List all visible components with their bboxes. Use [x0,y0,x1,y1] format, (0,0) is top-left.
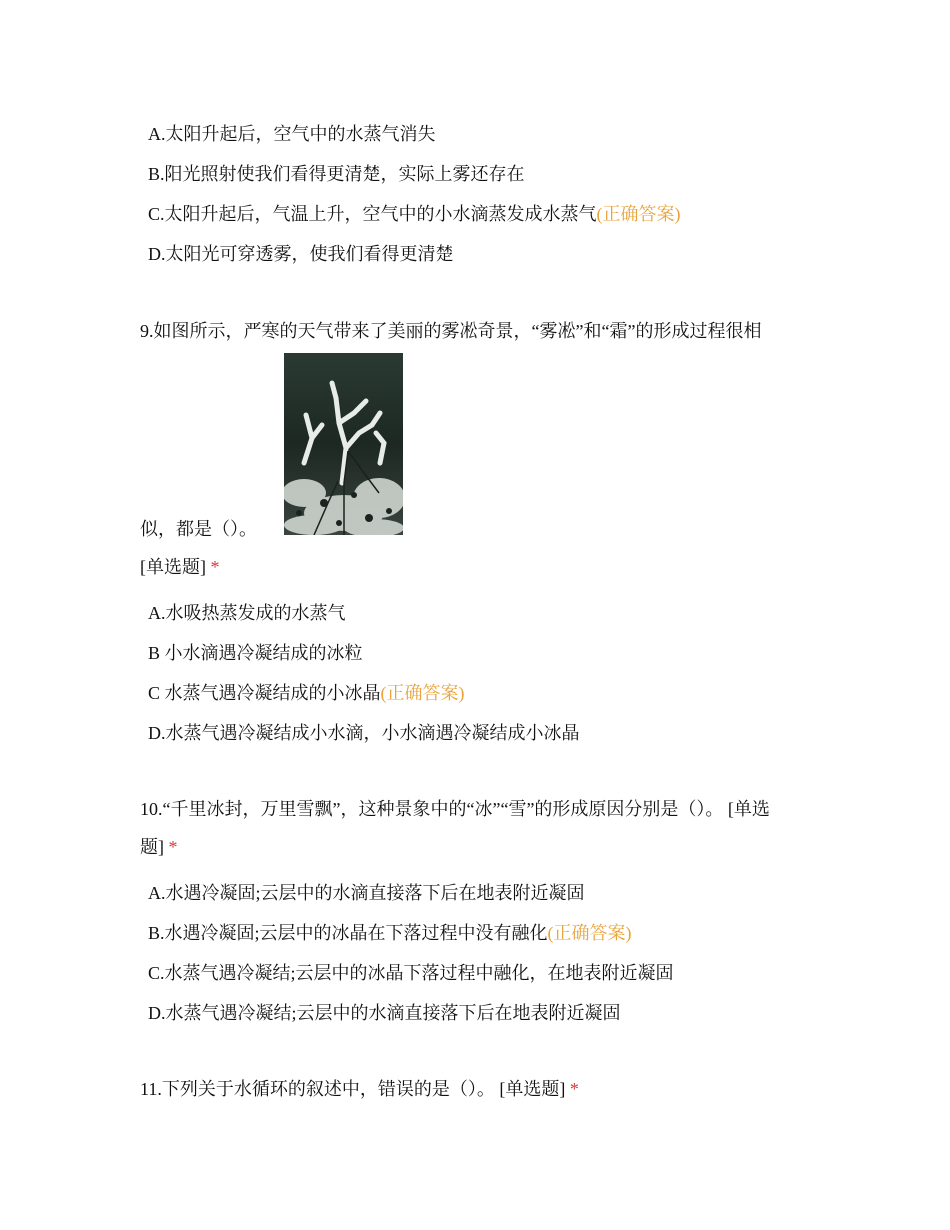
question-text: 11.下列关于水循环的叙述中，错误的是（）。 [单选题] [140,1079,566,1099]
option-text: B.阳光照射使我们看得更清楚，实际上雾还存在 [148,164,525,184]
option-q10-d[interactable] [148,1002,621,1024]
option-text: D.太阳光可穿透雾，使我们看得更清楚 [148,244,454,264]
option-text: B.水遇冷凝固;云层中的冰晶在下落过程中没有融化 [148,923,548,943]
required-star: * [168,837,178,857]
option-q10-a[interactable] [148,882,585,904]
option-q8-c[interactable] [148,203,681,225]
question-type-label: 题] [140,837,164,857]
option-text: C 水蒸气遇冷凝结成的小冰晶 [148,683,381,703]
option-text: D.水蒸气遇冷凝结成小水滴，小水滴遇冷凝结成小冰晶 [148,723,580,743]
option-text: C.太阳升起后，气温上升，空气中的小水滴蒸发成水蒸气 [148,204,597,224]
option-text: D.水蒸气遇冷凝结;云层中的水滴直接落下后在地表附近凝固 [148,1003,621,1023]
option-q9-b[interactable] [148,642,363,664]
option-text: A.太阳升起后，空气中的水蒸气消失 [148,124,436,144]
option-q10-c[interactable] [148,962,674,984]
correct-answer-label: (正确答案) [547,923,632,943]
question-11-text [140,1078,579,1100]
option-q8-d[interactable] [148,243,454,265]
required-star: * [569,1079,579,1099]
question-10-text-line1: 10.“千里冰封，万里雪飘”，这种景象中的“冰”“雪”的形成原因分别是（）。 [单选 [140,799,770,819]
question-10-text-line2 [140,836,178,858]
option-q9-a[interactable] [148,602,346,624]
option-q8-b[interactable] [148,163,525,185]
question-9-text-line2: 似，都是（）。 [140,519,257,539]
correct-answer-label: (正确答案) [380,683,465,703]
option-text: A.水遇冷凝固;云层中的水滴直接落下后在地表附近凝固 [148,883,585,903]
rime-branches-image [284,353,403,535]
question-type-label: [单选题] [140,557,206,577]
option-q9-d[interactable] [148,722,580,744]
option-q9-c[interactable] [148,682,465,704]
required-star: * [210,557,220,577]
rime-photo [284,353,403,535]
question-9-text-line1: 9.如图所示，严寒的天气带来了美丽的雾凇奇景，“雾凇”和“霜”的形成过程很相 [140,321,762,341]
option-text: C.水蒸气遇冷凝结;云层中的冰晶下落过程中融化，在地表附近凝固 [148,963,674,983]
option-text: A.水吸热蒸发成的水蒸气 [148,603,346,623]
question-9-type [140,556,220,578]
correct-answer-label: (正确答案) [596,204,681,224]
option-q10-b[interactable] [148,922,632,944]
option-text: B 小水滴遇冷凝结成的冰粒 [148,643,363,663]
option-q8-a[interactable] [148,123,436,145]
